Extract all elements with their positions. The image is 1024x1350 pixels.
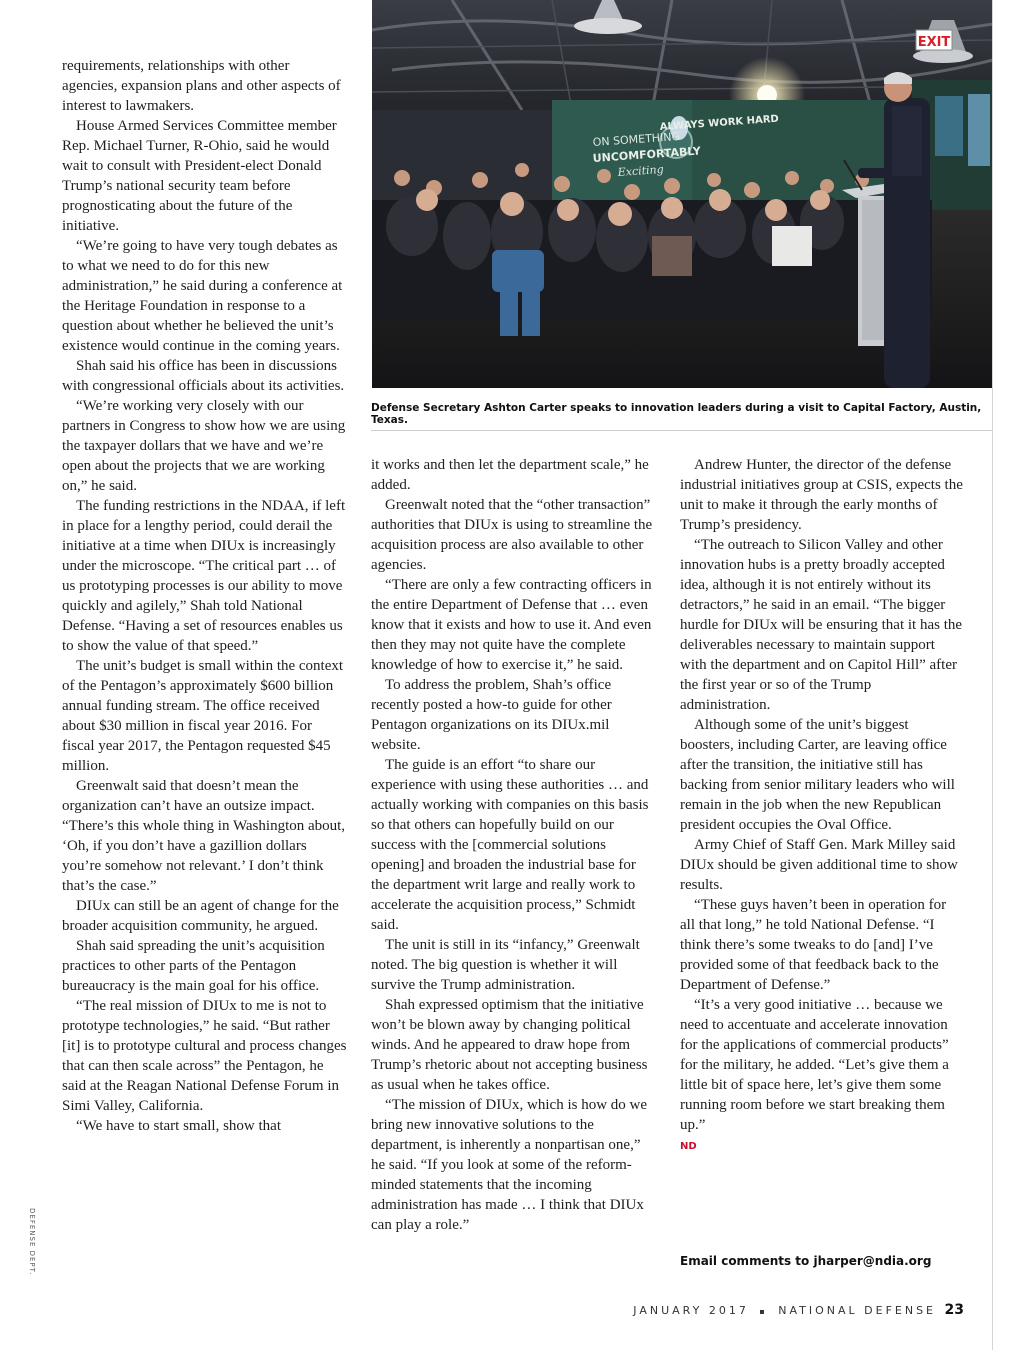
paragraph: Shah said spreading the unit’s acquisition practices to other parts of the Pentagon bureaucracy is the main goal for his office. — [62, 938, 325, 994]
paragraph: To address the problem, Shah’s office recently posted a how-to guide for other Pentagon organizations on its DIUx.mil website. — [371, 677, 612, 753]
paragraph: requirements, relationships with other agencies, expansion plans and other aspects of interest to lawmakers. — [62, 58, 341, 114]
paragraph: “It’s a very good initiative … because we need to accentuate and accelerate innovation for the applications of commercial products” for the military, he added. “Let’s give them a little bit of space here, let’s give them some running room before we start breaking them up.” — [680, 997, 949, 1133]
paragraph: “The mission of DIUx, which is how do we bring new innovative solutions to the department, is inherently a nonpartisan one,” he said. “If you look at some of the reform-minded statements that the incoming administration has made … I think that DIUx can play a role.” — [371, 1097, 648, 1233]
paragraph: DIUx can still be an agent of change for the broader acquisition community, he argued. — [62, 898, 339, 934]
conference-photo-illustration — [372, 0, 993, 388]
paragraph: “We’re working very closely with our partners in Congress to show how we are using the taxpayer dollars that we have and we’re open about the projects that we are working on,” he said. — [62, 398, 346, 494]
paragraph: Army Chief of Staff Gen. Mark Milley said DIUx should be given additional time to show results. — [680, 837, 958, 893]
paragraph: The guide is an effort “to share our experience with using these authorities … and actually working with companies on this basis so that others can hopefully build on our success with the [commercial solutions opening] and broaden the industrial base for the department writ large and really work to accelerate the acquisition process,” Schmidt said. — [371, 757, 649, 933]
folio-separator: ▪ — [759, 1307, 768, 1316]
page-number: 23 — [944, 1302, 964, 1318]
caption-divider — [371, 430, 993, 431]
paragraph: The funding restrictions in the NDAA, if left in place for a lengthy period, could derail the initiative at a time when DIUx is increasingly under the microscope. “The critical part … of us prototyping processes is our ability to move quickly and agilely,” Shah told National Defense. “Having a set of resources enables us to show the value of that speed.” — [62, 498, 346, 654]
paragraph: “There are only a few contracting officers in the entire Department of Defense that … even know that it exists and how to use it. And even then they may not quite have the complete knowledge of how to exercise it,” he said. — [371, 577, 652, 673]
paragraph: “We have to start small, show that — [76, 1118, 281, 1134]
paragraph: “We’re going to have very tough debates as to what we need to do for this new administration,” he said during a conference at the Heritage Foundation in response to a question about whether he believed the unit’s existence would continue in the coming years. — [62, 238, 343, 354]
folio-month: JANUARY 2017 — [633, 1304, 749, 1317]
paragraph: Greenwalt said that doesn’t mean the organization can’t have an outsize impact. “There’s this whole thing in Washington about, ‘Oh, if you don’t have a gazillion dollars you’re somehow not relevant.’ I don’t think that’s the case.” — [62, 778, 346, 894]
paragraph: Shah expressed optimism that the initiative won’t be blown away by changing political winds. And he appeared to draw hope from Trump’s rhetoric about not accepting business as usual when he takes office. — [371, 997, 648, 1093]
page-folio — [633, 1302, 964, 1318]
paragraph: “The outreach to Silicon Valley and other innovation hubs is a pretty broadly accepted idea, although it is not entirely without its detractors,” he said in an email. “The bigger hurdle for DIUx will be ensuring that it has the deliverables necessary to maintain support with the department and on Capitol Hill” after the first year or so of the Trump administration. — [680, 537, 963, 713]
wall-text-line-1: ALWAYS WORK HARD — [659, 113, 780, 133]
paragraph: Shah said his office has been in discussions with congressional officials about its activities. — [62, 358, 345, 394]
paragraph: The unit’s budget is small within the context of the Pentagon’s approximately $600 billion annual funding stream. The office received about $30 million in fiscal year 2016. For fiscal year 2017, the Pentagon requested $45 million. — [62, 658, 344, 774]
wall-text-line-3: UNCOMFORTABLY — [592, 144, 702, 165]
page-edge-rule — [992, 0, 993, 1350]
paragraph: “The real mission of DIUx to me is not to prototype technologies,” he said. “But rather [it] is to prototype cultural and process changes that can then scale across” the Pentagon, he said at the Reagan National Defense Forum in Simi Valley, California. — [62, 998, 347, 1114]
paragraph: Greenwalt noted that the “other transaction” authorities that DIUx is using to streamline the acquisition process are also available to other agencies. — [371, 497, 653, 573]
photo-caption: Defense Secretary Ashton Carter speaks to innovation leaders during a visit to Capital Factory, Austin, Texas. — [371, 402, 982, 426]
folio-magazine: NATIONAL DEFENSE — [778, 1304, 937, 1317]
paragraph: it works and then let the department scale,” he added. — [371, 457, 649, 493]
wall-text-line-4: Exciting — [617, 162, 665, 179]
article-photo — [372, 0, 993, 388]
paragraph: House Armed Services Committee member Rep. Michael Turner, R-Ohio, said he would wait to consult with President-elect Donald Trump’s national security team before prognosticating about the future of the initiative. — [62, 118, 337, 234]
paragraph: “These guys haven’t been in operation for all that long,” he told National Defense. “I think there’s some tweaks to do [and] I’ve provided some of that feedback back to the Department of Defense.” — [680, 897, 947, 993]
email-comments-line: Email comments to jharper@ndia.org — [680, 1254, 932, 1268]
paragraph: Andrew Hunter, the director of the defense industrial initiatives group at CSIS, expects the unit to make it through the early months of Trump’s presidency. — [680, 457, 963, 533]
wall-text-line-2: ON SOMETHING — [592, 129, 681, 149]
photo-credit — [26, 1208, 38, 1278]
article-column-2 — [371, 455, 655, 1235]
article-column-3 — [680, 455, 964, 1157]
article-column-1 — [62, 56, 348, 1136]
photo-credit-text: DEFENSE DEPT. — [28, 1208, 36, 1276]
paragraph: Although some of the unit’s biggest boosters, including Carter, are leaving office after the transition, the initiative still has backing from senior military leaders who will remain in the job when the new Republican president occupies the Oval Office. — [680, 717, 955, 833]
exit-sign-text: EXIT — [917, 35, 951, 50]
paragraph: The unit is still in its “infancy,” Greenwalt noted. The big question is whether it will survive the Trump administration. — [371, 937, 640, 993]
end-mark: ND — [680, 1141, 697, 1152]
